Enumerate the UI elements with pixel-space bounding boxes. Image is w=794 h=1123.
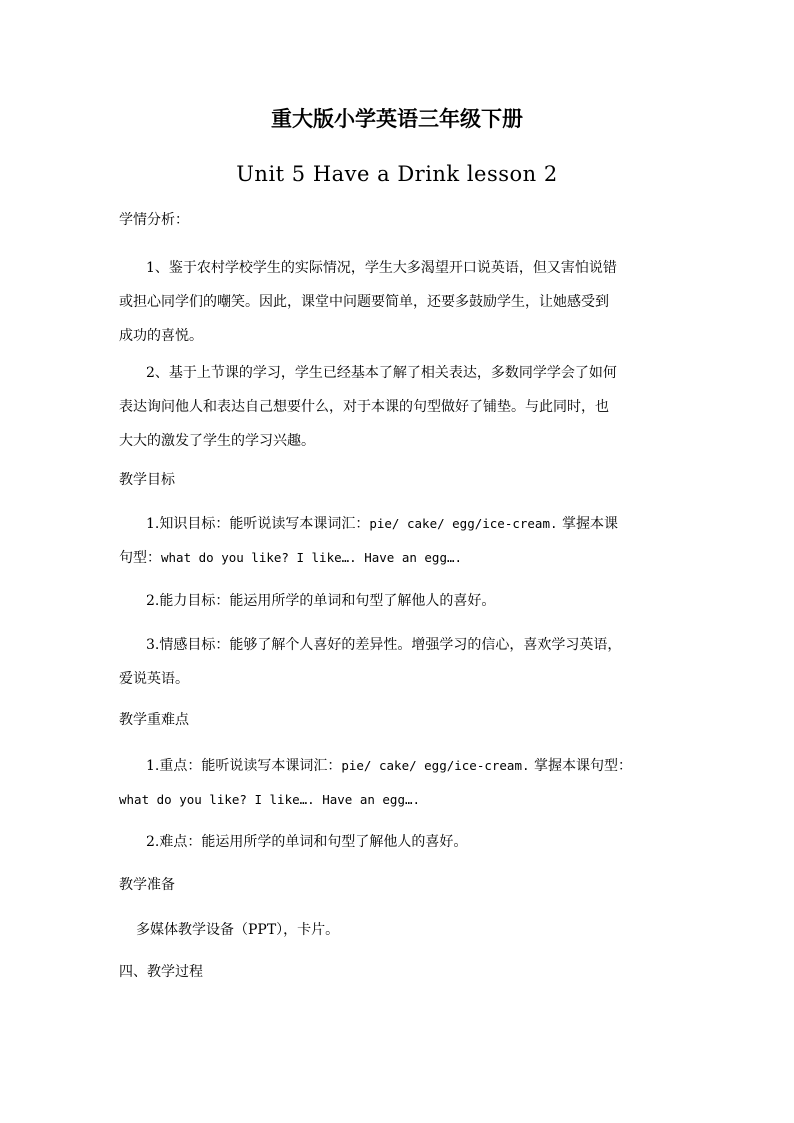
text-line: 2.难点：能运用所学的单词和句型了解他人的喜好。: [146, 834, 468, 850]
text-line: 成功的喜悦。: [119, 328, 203, 344]
text-line: 表达询问他人和表达自己想要什么，对于本课的句型做好了铺垫。与此同时，也: [119, 399, 609, 415]
text-line: [119, 507, 689, 541]
text-line: 大大的激发了学生的学习兴趣。: [119, 433, 315, 449]
text-line: 或担心同学们的嘲笑。因此，课堂中问题要简单，还要多鼓励学生，让她感受到: [119, 294, 609, 310]
text-line: 爱说英语。: [119, 671, 189, 687]
text-line: 1、鉴于农村学校学生的实际情况，学生大多渴望开口说英语，但又害怕说错: [146, 260, 617, 276]
goal-1-vocab: pie/ cake/ egg/ice-cream.: [369, 516, 558, 531]
document-subtitle: Unit 5 Have a Drink lesson 2: [236, 162, 558, 186]
analysis-paragraph-1: [119, 251, 689, 353]
key-point-1-pattern: what do you like? I like…. Have an egg….: [119, 792, 421, 807]
goal-1: [119, 507, 689, 575]
analysis-paragraph-2: [119, 356, 689, 458]
section-heading-key-points: 教学重难点: [119, 712, 189, 728]
section-heading-analysis: 学情分析：: [119, 212, 189, 228]
goal-1-pattern: what do you like? I like…. Have an egg….: [161, 550, 463, 565]
section-heading-goals: 教学目标: [119, 472, 175, 488]
text-line: [119, 749, 689, 783]
goal-2: [119, 584, 689, 618]
document-title: 重大版小学英语三年级下册: [271, 106, 523, 131]
key-point-2: [119, 825, 689, 859]
goal-1-cn: 1.知识目标：能听说读写本课词汇：: [146, 516, 370, 532]
section-heading-process: 四、教学过程: [119, 964, 203, 980]
section-heading-preparation: 教学准备: [119, 877, 175, 893]
goal-1-cn-tail: 掌握本课: [557, 516, 618, 532]
text-line: 多媒体教学设备（PPT），卡片。: [136, 922, 340, 938]
key-point-1: [119, 749, 689, 817]
key-point-1-cn: 1.重点：能听说读写本课词汇：: [146, 758, 342, 774]
goal-1-pattern-label: 句型：: [119, 550, 161, 566]
text-line: 2.能力目标：能运用所学的单词和句型了解他人的喜好。: [146, 593, 496, 609]
key-point-1-cn-tail: 掌握本课句型：: [529, 758, 632, 774]
text-line: [119, 541, 689, 575]
key-point-1-vocab: pie/ cake/ egg/ice-cream.: [341, 758, 530, 773]
text-line: 3.情感目标：能够了解个人喜好的差异性。增强学习的信心，喜欢学习英语，: [146, 637, 622, 653]
preparation-content: [119, 913, 689, 947]
goal-3: [119, 628, 689, 696]
text-line: 2、基于上节课的学习，学生已经基本了解了相关表达，多数同学学会了如何: [146, 365, 617, 381]
